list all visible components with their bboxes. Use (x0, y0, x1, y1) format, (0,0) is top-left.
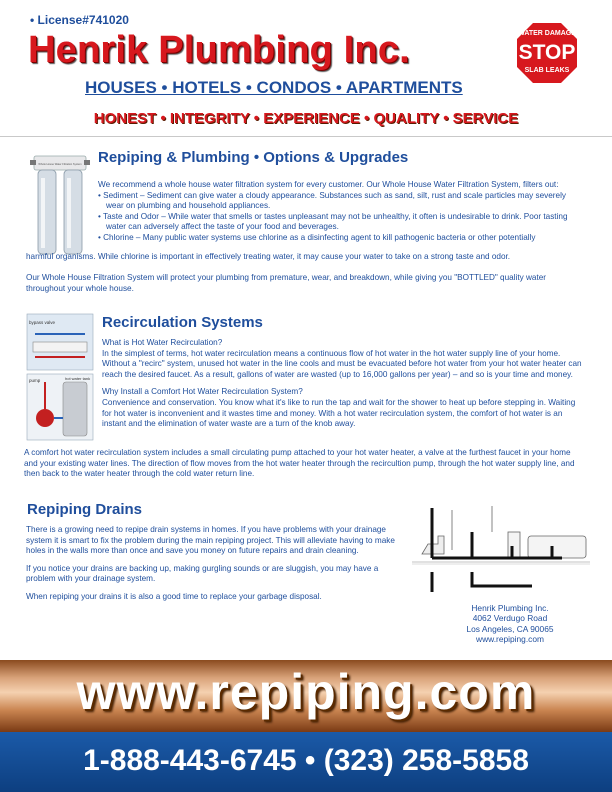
filter-label: Whole House Water Filtration System (38, 163, 82, 166)
pump-label: pump (29, 378, 41, 383)
stop-badge-main: STOP (518, 41, 576, 64)
bypass-label: bypass valve (29, 320, 56, 325)
water-filter-image (30, 148, 90, 260)
recirc-answer-1: In the simplest of terms, hot water recirculation means a continuous flow of hot water in the hot water supply line of your home. Without a "recirc" system, unused hot water in the line cools and must be evacuated before hot water from your hot water heater can reach the desired faucet. As a result, gallons of water are wasted (up to 16,000 gallons per year) – and so is your time and money. (102, 348, 582, 379)
divider (0, 136, 612, 137)
bullet-chlorine-wrap: harmful organisms. While chlorine is important in effectively treating water, it may cause your water to take on a strong taste and odor. (26, 252, 511, 261)
stop-badge-bottom: SLAB LEAKS (524, 67, 570, 74)
tank-label: hot water tank (65, 376, 91, 381)
stop-sign-icon (512, 18, 582, 88)
address-block (440, 603, 580, 645)
repiping-closing: Our Whole House Filtration System will protect your plumbing from premature, wear, and breakdown, while giving you "BOTTLED" quality water throughout your whole house. (26, 273, 547, 293)
stop-badge-top: WATER DAMAGE (518, 30, 576, 37)
bullet-taste-odor: • Taste and Odor – While water that smells or tastes unpleasant may not be unhealthy, it often is undesirable to drink. Poor tasting water can adversely affect the taste of your food and beverages. (98, 211, 568, 232)
markets-tagline: HOUSES • HOTELS • CONDOS • APARTMENTS (85, 78, 463, 97)
company-name: Henrik Plumbing Inc. (28, 29, 410, 71)
address-company: Henrik Plumbing Inc. (471, 603, 549, 613)
recirculation-image (25, 312, 95, 442)
repiping-intro: We recommend a whole house water filtration system for every customer. Our Whole House Water Filtration System, filters out: (98, 180, 559, 189)
recirc-answer-2: Convenience and conservation. You know what it's like to run the tap and wait for the shower to heat up before stepping in. Waiting for hot water is inconvenient and it wastes time and money. With a hot water recirculation system, the comfort of hot water is an instant and the elimination of water waste are a turn of the knob away. (102, 397, 576, 429)
drains-paragraph-1: There is a growing need to repipe drain systems in homes. If you have problems with your drainage system it is smart to fix the problem during the main repiping project. This will alleviate having to make holes in the walls more than once and save you money on future repairs and drain cleaning. (26, 525, 395, 556)
bullet-sediment: • Sediment – Sediment can give water a cloudy appearance. Substances such as sand, silt, rust and scale particles may severely wear on plumbing and household appliances. (98, 190, 566, 211)
drains-title: Repiping Drains (27, 501, 143, 518)
license-number: • License#741020 (30, 13, 129, 27)
address-city: Los Angeles, CA 90065 (466, 623, 554, 634)
repiping-title: Repiping & Plumbing • Options & Upgrades (98, 149, 409, 166)
drains-paragraph-3: When repiping your drains it is also a good time to replace your garbage disposal. (26, 591, 322, 601)
recirculation-text (102, 338, 582, 437)
address-web-link[interactable]: www.repiping.com (476, 634, 544, 645)
website-url[interactable]: www.repiping.com (76, 664, 536, 720)
bullet-chlorine: • Chlorine – Many public water systems use chlorine as a disinfecting agent to kill pathogenic bacteria or other potentially (98, 232, 536, 242)
address-street: 4062 Verdugo Road (472, 613, 548, 624)
phone-numbers: 1-888-443-6745 • (323) 258-5858 (83, 744, 529, 777)
drain-diagram (412, 502, 590, 598)
values-tagline: HONEST • INTEGRITY • EXPERIENCE • QUALITY • SERVICE (93, 110, 519, 127)
repiping-text (98, 180, 578, 244)
recirc-question-1: What is Hot Water Recirculation? (102, 338, 223, 347)
drains-text (26, 525, 396, 610)
drains-paragraph-2: If you notice your drains are backing up, making gurgling sounds or are sluggish, you may have a problem with your drainage system. (26, 563, 379, 584)
recirculation-title: Recirculation Systems (102, 314, 263, 331)
recirc-answer-3: A comfort hot water recirculation system includes a small circulating pump attached to your hot water heater, a valve at the furthest faucet in your home and your existing water lines. The direction of flow moves from the hot water heater through the recircultion pump, through the hot water supply line, and then back to the water heater through the cold water return line. (24, 448, 575, 479)
recirc-question-2: Why Install a Comfort Hot Water Recirculation System? (102, 387, 303, 397)
